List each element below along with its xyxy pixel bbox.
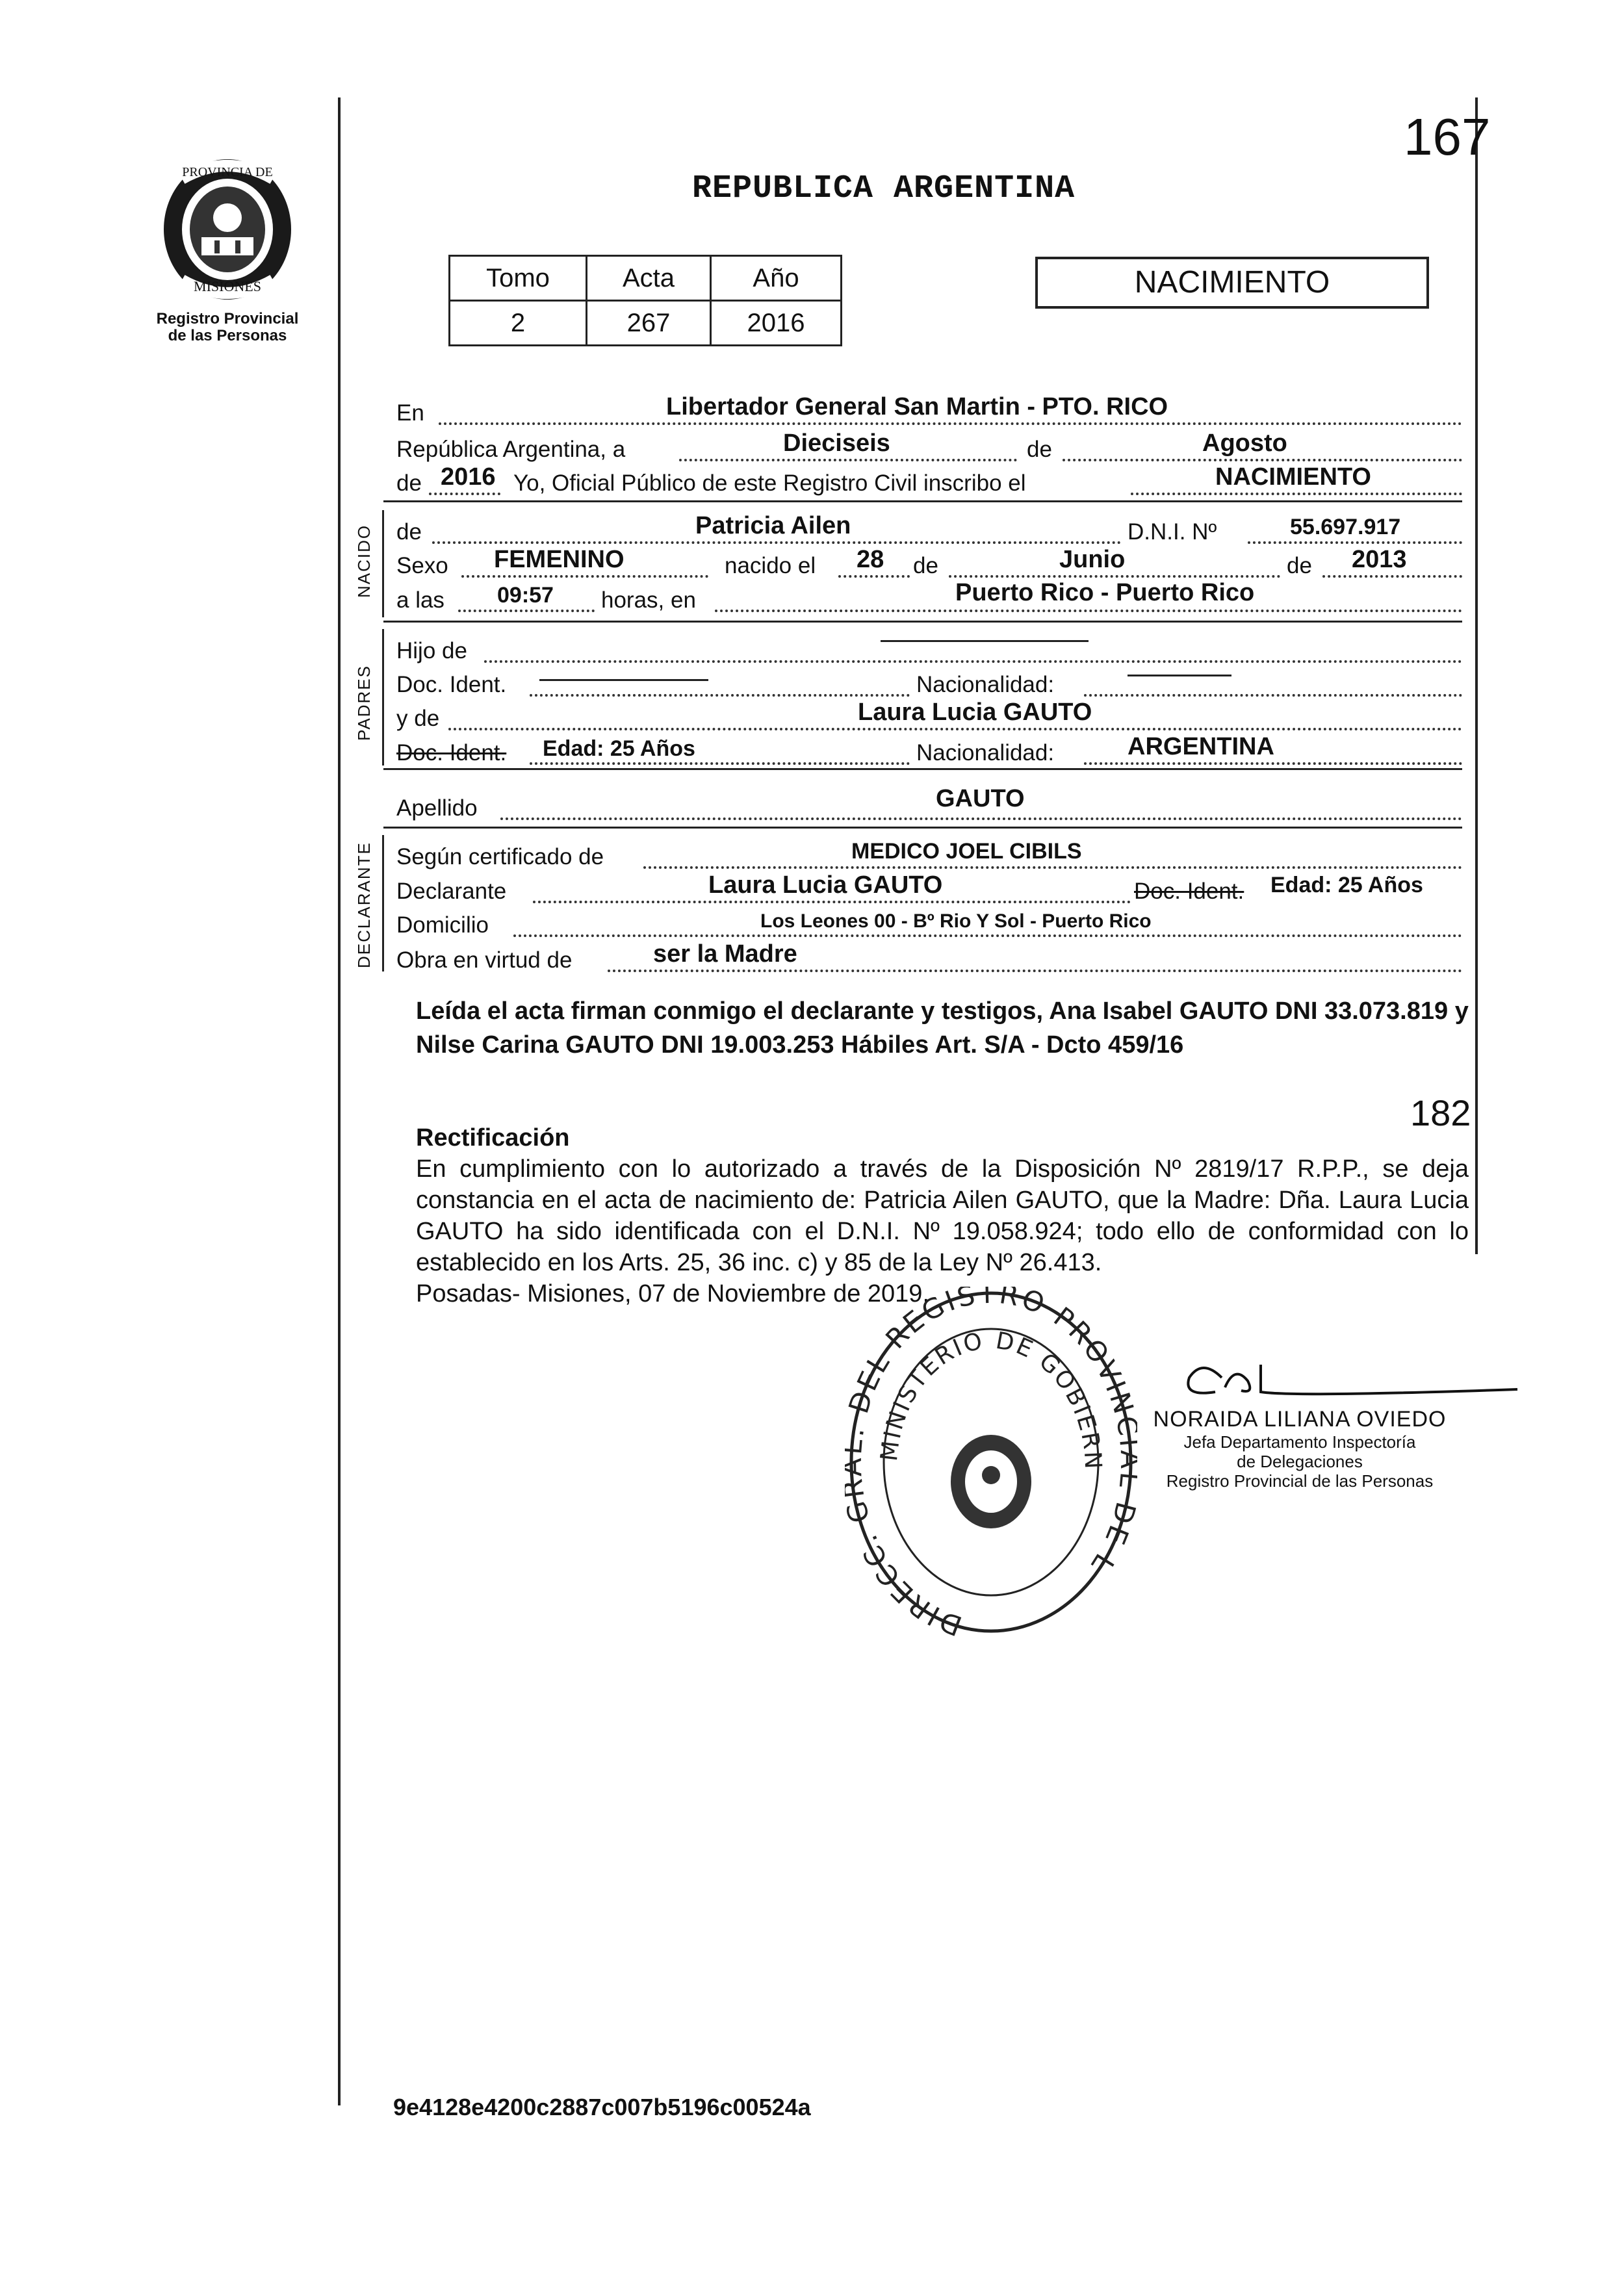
anio-header: Año [711, 256, 842, 301]
nacido-dni: 55.697.917 [1290, 515, 1401, 539]
nacido-nombre: Patricia Ailen [695, 512, 851, 539]
apellido-label: Apellido [396, 795, 478, 821]
dotted-line [533, 901, 1131, 903]
dotted-line [500, 817, 1462, 820]
dotted-line [949, 575, 1280, 578]
province-logo [156, 153, 299, 302]
padre-doc-label: Doc. Ident. [396, 672, 507, 697]
dotted-line [1131, 493, 1462, 495]
official-seal [845, 1287, 1137, 1638]
horas-label: horas, en [601, 587, 696, 613]
madre-nombre: Laura Lucia GAUTO [858, 699, 1092, 726]
padre-blank-line [881, 640, 1089, 642]
madre-doc-label: Doc. Ident. [396, 740, 507, 765]
declarante-label: Declarante [396, 879, 507, 904]
fecha-de-label: de [1027, 437, 1052, 462]
dotted-line [458, 610, 595, 612]
right-margin-line [1475, 97, 1478, 1254]
fecha-inscribe: NACIMIENTO [1215, 463, 1371, 491]
dotted-line [448, 728, 1462, 730]
dotted-line [608, 970, 1462, 972]
declarante-section-label: DECLARANTE [354, 842, 374, 968]
dotted-line [715, 610, 1462, 612]
nacido-sexo: FEMENINO [494, 546, 625, 573]
signature-mark [1163, 1352, 1527, 1404]
madre-nacionalidad: ARGENTINA [1128, 733, 1274, 760]
svg-text:PROVINCIA DE: PROVINCIA DE [182, 165, 273, 179]
nacido-section-label: NACIDO [354, 524, 374, 598]
rectificacion-body [416, 1153, 1469, 1309]
dotted-line [530, 694, 910, 697]
nacido-de2-label: de [913, 553, 938, 578]
certificado-value: MEDICO JOEL CIBILS [851, 839, 1082, 864]
hijo-de-label: Hijo de [396, 638, 467, 663]
padre-doc-blank [539, 679, 708, 681]
signer-title: Jefa Departamento Inspectoría [1183, 1432, 1416, 1452]
dotted-line [838, 575, 910, 578]
nacido-de-label: de [396, 519, 422, 545]
dotted-line [1248, 541, 1462, 544]
dotted-line [439, 422, 1462, 425]
nacido-mes: Junio [1059, 546, 1126, 573]
certificado-label: Según certificado de [396, 844, 604, 869]
declarante-nombre: Laura Lucia GAUTO [708, 871, 943, 899]
padre-nac-blank [1128, 675, 1231, 676]
fecha-anio-label: de [396, 470, 422, 496]
page-title: REPUBLICA ARGENTINA [692, 170, 1076, 207]
domicilio-value: Los Leones 00 - Bº Rio Y Sol - Puerto Rico [760, 910, 1152, 932]
rectificacion-text: En cumplimiento con lo autorizado a través de la Disposición Nº 2819/17 R.P.P., se deja constancia en el acta de nacimiento de: Patricia Ailen GAUTO, que la Madre: Dña. Laura Lucia GAUTO ha sido identificada con el D.N.I. Nº 19.058.924; todo ello de conformidad con lo establecido en los Arts. 25, 36 inc. c) y 85 de la Ley Nº 26.413. [416, 1155, 1469, 1276]
dotted-line [484, 660, 1462, 663]
domicilio-label: Domicilio [396, 912, 489, 938]
fecha-label: República Argentina, a [396, 437, 626, 462]
document-hash: 9e4128e4200c2887c007b5196c00524a [393, 2094, 811, 2120]
lugar-label: En [396, 400, 424, 426]
y-de-label: y de [396, 706, 440, 731]
page-number: 167 [1404, 108, 1491, 166]
obra-value: ser la Madre [653, 940, 797, 968]
nacido-bracket [382, 510, 384, 617]
declarante-edad: Edad: 25 Años [1270, 873, 1423, 897]
fecha-text: Yo, Oficial Público de este Registro Civil inscribo el [513, 470, 1026, 496]
dotted-line [643, 866, 1462, 869]
madre-nac-label: Nacionalidad: [916, 740, 1055, 765]
dotted-line [429, 493, 500, 495]
signer-name: NORAIDA LILIANA OVIEDO [1153, 1407, 1447, 1432]
declarante-doc-label: Doc. Ident. [1134, 879, 1244, 904]
fecha-mes: Agosto [1202, 430, 1287, 457]
dotted-line [1084, 694, 1462, 697]
dotted-line [1063, 459, 1462, 461]
nacido-lugar: Puerto Rico - Puerto Rico [955, 579, 1255, 606]
rectificacion-place-date: Posadas- Misiones, 07 de Noviembre de 2019. [416, 1280, 930, 1307]
section-rule [383, 768, 1462, 770]
lugar-value: Libertador General San Martin - PTO. RICO [666, 393, 1168, 420]
section-rule [383, 500, 1462, 502]
padre-nac-label: Nacionalidad: [916, 672, 1055, 697]
svg-text:MISIONES: MISIONES [194, 278, 261, 294]
acta-value: 267 [587, 301, 711, 346]
signer-block [1144, 1407, 1456, 1491]
dotted-line [1322, 575, 1462, 578]
padres-bracket [382, 629, 384, 765]
svg-text:DIRECC. GRAL. DEL REGISTRO PRO: DIRECC. DEL REGISTRO PROVIN E L [845, 1287, 1137, 1638]
sexo-label: Sexo [396, 553, 448, 578]
apellido-value: GAUTO [936, 785, 1025, 812]
nacido-anio: 2013 [1352, 546, 1407, 573]
fecha-dia: Dieciseis [783, 430, 890, 457]
obra-label: Obra en virtud de [396, 947, 573, 973]
section-rule [383, 827, 1462, 829]
registry-caption: Registro Provincial de las Personas [156, 310, 299, 344]
tomo-table [448, 255, 842, 346]
tomo-value: 2 [450, 301, 587, 346]
dotted-line [679, 459, 1017, 461]
tomo-header: Tomo [450, 256, 587, 301]
dotted-line [1084, 762, 1462, 765]
svg-text:MINISTERIO DE GOBIERNO: MINISTERIO DE GOBIERN [875, 1327, 1107, 1472]
nacido-de3-label: de [1287, 553, 1312, 578]
acta-header: Acta [587, 256, 711, 301]
act-type-box: NACIMIENTO [1035, 257, 1429, 309]
nacido-dia: 28 [857, 546, 884, 573]
dotted-line [432, 541, 1121, 544]
dotted-line [461, 575, 708, 578]
nacido-el-label: nacido el [725, 553, 816, 578]
section-rule [383, 621, 1462, 623]
fecha-anio: 2016 [441, 463, 496, 491]
dni-label: D.N.I. Nº [1128, 519, 1217, 545]
declarante-bracket [382, 835, 384, 971]
rectificacion-title: Rectificación [416, 1124, 570, 1151]
anio-value: 2016 [711, 301, 842, 346]
hora-label: a las [396, 587, 445, 613]
reference-number: 182 [1410, 1092, 1471, 1133]
madre-edad: Edad: 25 Años [543, 736, 695, 761]
signer-org: Registro Provincial de las Personas [1166, 1471, 1434, 1491]
signer-title-2: de Delegaciones [1237, 1452, 1363, 1471]
left-margin-line [338, 97, 341, 2105]
nacido-hora: 09:57 [497, 583, 554, 608]
closing-statement: Leída el acta firman conmigo el declarante y testigos, Ana Isabel GAUTO DNI 33.073.819 y Nilse Carina GAUTO DNI 19.003.253 Hábiles Art. S/A - Dcto 459/16 [416, 997, 1469, 1059]
padres-section-label: PADRES [354, 665, 374, 741]
